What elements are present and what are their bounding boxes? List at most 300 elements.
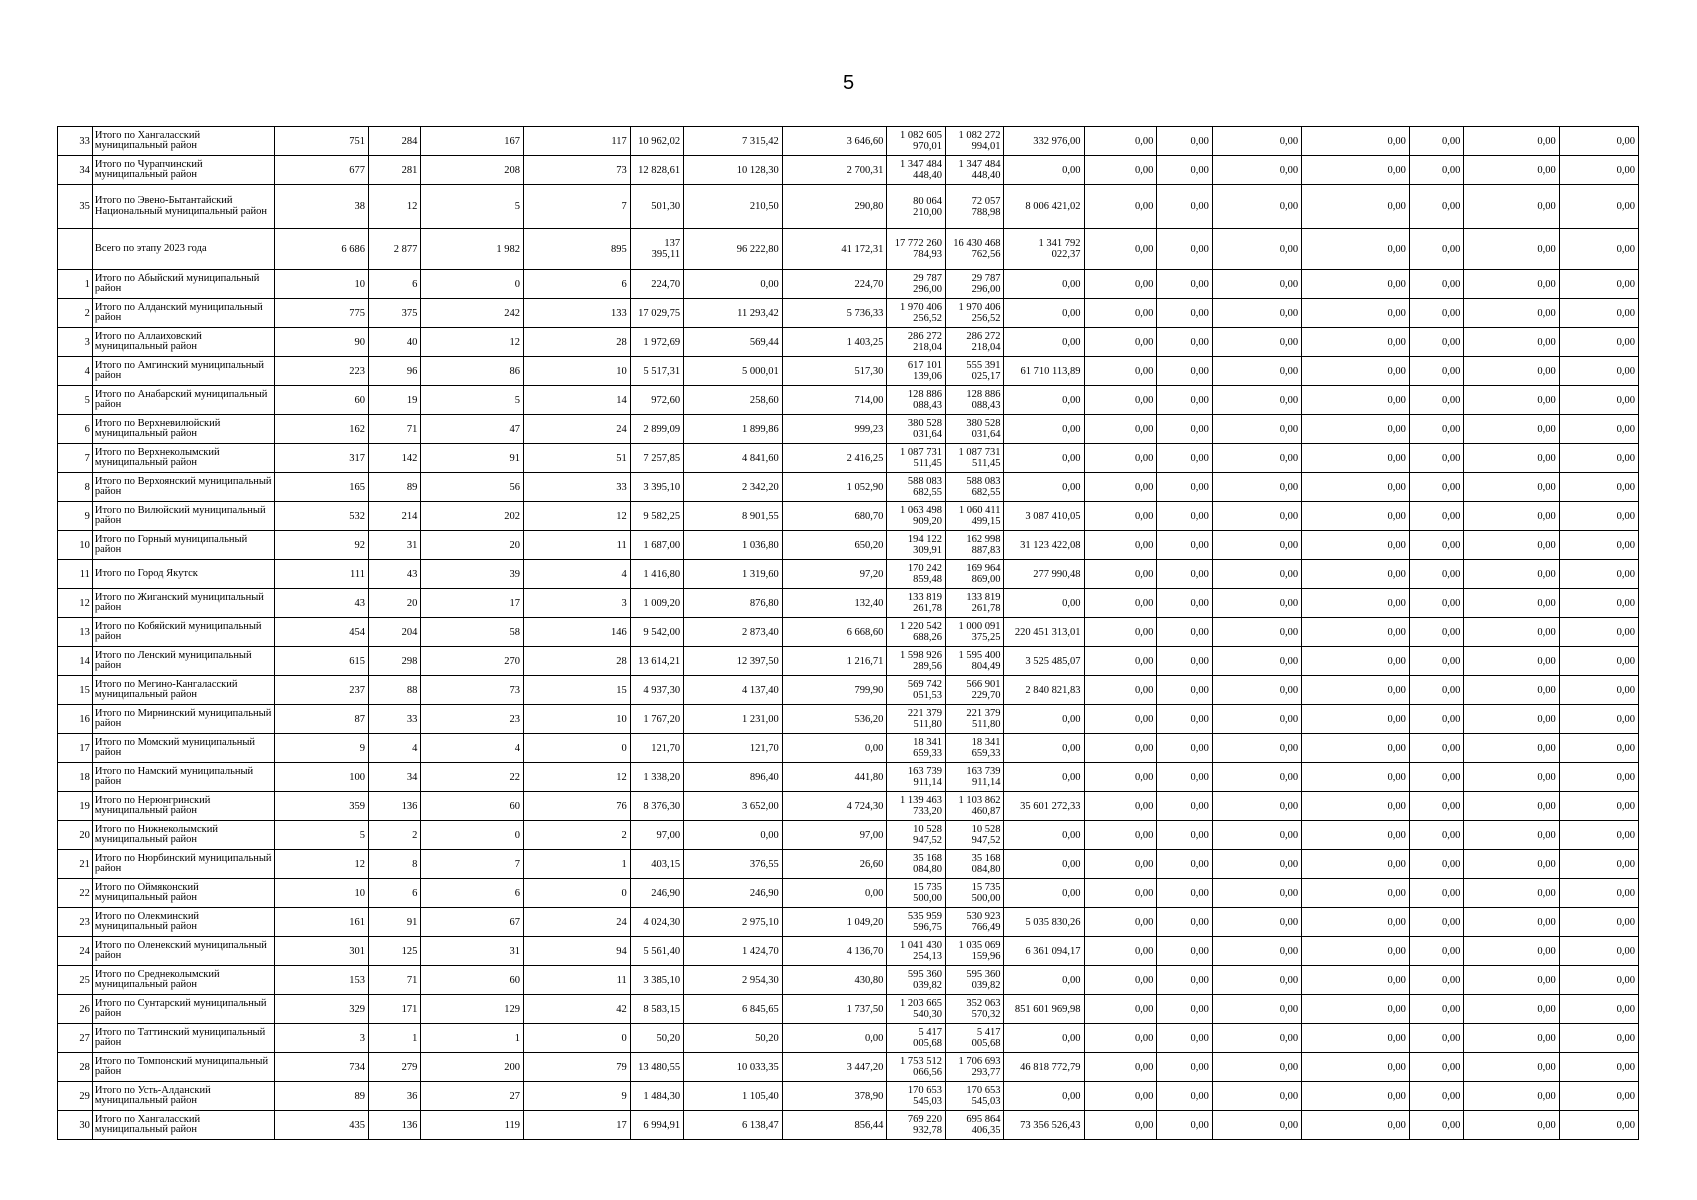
value-cell: 0,00 — [1157, 386, 1212, 415]
value-cell: 0,00 — [1302, 444, 1410, 473]
row-number-cell: 13 — [58, 618, 93, 647]
table-row — [58, 647, 1639, 676]
value-cell: 0 — [524, 1024, 631, 1053]
value-cell: 60 — [421, 792, 524, 821]
value-cell: 0 — [524, 734, 631, 763]
district-name-cell: Итого по Хангаласский муниципальный район — [92, 1111, 274, 1140]
value-cell: 0,00 — [1084, 531, 1157, 560]
value-cell: 1 767,20 — [630, 705, 683, 734]
value-cell: 0,00 — [1559, 879, 1638, 908]
value-cell: 2 873,40 — [684, 618, 783, 647]
value-cell: 332 976,00 — [1004, 127, 1084, 156]
value-cell: 61 710 113,89 — [1004, 357, 1084, 386]
value-cell: 1 737,50 — [782, 995, 887, 1024]
value-cell: 1 347 484 448,40 — [945, 156, 1004, 185]
table-row — [58, 792, 1639, 821]
value-cell: 6 668,60 — [782, 618, 887, 647]
value-cell: 0,00 — [684, 270, 783, 299]
value-cell: 0,00 — [1212, 995, 1301, 1024]
value-cell: 34 — [369, 763, 421, 792]
value-cell: 0,00 — [1084, 850, 1157, 879]
value-cell: 51 — [524, 444, 631, 473]
value-cell: 999,23 — [782, 415, 887, 444]
value-cell: 4 — [524, 560, 631, 589]
value-cell: 0,00 — [1084, 763, 1157, 792]
row-number-cell: 23 — [58, 908, 93, 937]
value-cell: 3 385,10 — [630, 966, 683, 995]
value-cell: 170 653 545,03 — [945, 1082, 1004, 1111]
value-cell: 0,00 — [1004, 1082, 1084, 1111]
value-cell: 0,00 — [1409, 821, 1463, 850]
value-cell: 0,00 — [1302, 127, 1410, 156]
value-cell: 56 — [421, 473, 524, 502]
value-cell: 0,00 — [1157, 531, 1212, 560]
value-cell: 15 — [524, 676, 631, 705]
value-cell: 1 416,80 — [630, 560, 683, 589]
value-cell: 0,00 — [1464, 127, 1559, 156]
value-cell: 0,00 — [1157, 299, 1212, 328]
table-row — [58, 127, 1639, 156]
district-name-cell: Итого по Город Якутск — [92, 560, 274, 589]
value-cell: 277 990,48 — [1004, 560, 1084, 589]
value-cell: 80 064 210,00 — [887, 185, 946, 229]
value-cell: 5 417 005,68 — [887, 1024, 946, 1053]
value-cell: 0,00 — [1464, 415, 1559, 444]
value-cell: 2 342,20 — [684, 473, 783, 502]
value-cell: 375 — [369, 299, 421, 328]
value-cell: 856,44 — [782, 1111, 887, 1140]
value-cell: 0,00 — [1212, 850, 1301, 879]
value-cell: 0,00 — [1559, 1082, 1638, 1111]
value-cell: 0,00 — [1212, 185, 1301, 229]
value-cell: 128 886 088,43 — [945, 386, 1004, 415]
value-cell: 0,00 — [1409, 966, 1463, 995]
row-number-cell: 15 — [58, 676, 93, 705]
value-cell: 0,00 — [1559, 937, 1638, 966]
value-cell: 0,00 — [1084, 357, 1157, 386]
value-cell: 16 430 468 762,56 — [945, 229, 1004, 270]
table-row — [58, 1082, 1639, 1111]
value-cell: 0,00 — [1409, 763, 1463, 792]
district-name-cell: Итого по Момский муниципальный район — [92, 734, 274, 763]
value-cell: 5 736,33 — [782, 299, 887, 328]
value-cell: 851 601 969,98 — [1004, 995, 1084, 1024]
value-cell: 28 — [524, 328, 631, 357]
value-cell: 775 — [274, 299, 368, 328]
value-cell: 329 — [274, 995, 368, 1024]
value-cell: 0,00 — [1212, 415, 1301, 444]
value-cell: 7 257,85 — [630, 444, 683, 473]
value-cell: 91 — [369, 908, 421, 937]
value-cell: 50,20 — [684, 1024, 783, 1053]
page-number: 5 — [842, 72, 855, 94]
value-cell: 223 — [274, 357, 368, 386]
value-cell: 0,00 — [1302, 1082, 1410, 1111]
value-cell: 94 — [524, 937, 631, 966]
value-cell: 0,00 — [1302, 386, 1410, 415]
row-number-cell: 30 — [58, 1111, 93, 1140]
value-cell: 0,00 — [1559, 1111, 1638, 1140]
value-cell: 1 103 862 460,87 — [945, 792, 1004, 821]
value-cell: 0,00 — [1212, 386, 1301, 415]
value-cell: 0,00 — [1559, 1024, 1638, 1053]
value-cell: 0,00 — [1157, 618, 1212, 647]
value-cell: 1 082 272 994,01 — [945, 127, 1004, 156]
value-cell: 588 083 682,55 — [887, 473, 946, 502]
value-cell: 517,30 — [782, 357, 887, 386]
value-cell: 0,00 — [1409, 618, 1463, 647]
row-number-cell: 26 — [58, 995, 93, 1024]
value-cell: 1 598 926 289,56 — [887, 647, 946, 676]
value-cell: 359 — [274, 792, 368, 821]
value-cell: 0,00 — [1212, 328, 1301, 357]
value-cell: 695 864 406,35 — [945, 1111, 1004, 1140]
value-cell: 0,00 — [1084, 908, 1157, 937]
data-table — [57, 126, 1639, 1140]
value-cell: 290,80 — [782, 185, 887, 229]
value-cell: 1 899,86 — [684, 415, 783, 444]
value-cell: 0,00 — [1559, 185, 1638, 229]
value-cell: 0,00 — [1302, 821, 1410, 850]
value-cell: 569 742 051,53 — [887, 676, 946, 705]
value-cell: 0,00 — [1409, 1082, 1463, 1111]
value-cell: 0,00 — [1157, 792, 1212, 821]
value-cell: 29 787 296,00 — [887, 270, 946, 299]
value-cell: 0,00 — [1464, 473, 1559, 502]
row-number-cell: 7 — [58, 444, 93, 473]
value-cell: 1 000 091 375,25 — [945, 618, 1004, 647]
value-cell: 1 982 — [421, 229, 524, 270]
row-number-cell: 4 — [58, 357, 93, 386]
value-cell: 0,00 — [1302, 618, 1410, 647]
value-cell: 380 528 031,64 — [945, 415, 1004, 444]
value-cell: 0,00 — [1084, 676, 1157, 705]
value-cell: 167 — [421, 127, 524, 156]
value-cell: 0,00 — [1212, 966, 1301, 995]
value-cell: 128 886 088,43 — [887, 386, 946, 415]
value-cell: 1 — [369, 1024, 421, 1053]
value-cell: 0,00 — [1302, 995, 1410, 1024]
value-cell: 0,00 — [1084, 127, 1157, 156]
value-cell: 0,00 — [1559, 415, 1638, 444]
value-cell: 0,00 — [1157, 1111, 1212, 1140]
value-cell: 896,40 — [684, 763, 783, 792]
value-cell: 0,00 — [1409, 879, 1463, 908]
value-cell: 972,60 — [630, 386, 683, 415]
value-cell: 1 753 512 066,56 — [887, 1053, 946, 1082]
value-cell: 0,00 — [1084, 156, 1157, 185]
value-cell: 0,00 — [1464, 1053, 1559, 1082]
value-cell: 163 739 911,14 — [945, 763, 1004, 792]
district-name-cell: Итого по Хангаласский муниципальный район — [92, 127, 274, 156]
value-cell: 714,00 — [782, 386, 887, 415]
value-cell: 0,00 — [1157, 156, 1212, 185]
value-cell: 3 525 485,07 — [1004, 647, 1084, 676]
value-cell: 100 — [274, 763, 368, 792]
value-cell: 6 361 094,17 — [1004, 937, 1084, 966]
value-cell: 1 036,80 — [684, 531, 783, 560]
value-cell: 6 845,65 — [684, 995, 783, 1024]
district-name-cell: Итого по Среднеколымский муниципальный район — [92, 966, 274, 995]
value-cell: 0,00 — [1157, 966, 1212, 995]
value-cell: 0,00 — [1302, 734, 1410, 763]
value-cell: 317 — [274, 444, 368, 473]
value-cell: 0,00 — [1084, 444, 1157, 473]
value-cell: 0,00 — [1559, 444, 1638, 473]
value-cell: 0,00 — [1559, 531, 1638, 560]
value-cell: 0,00 — [1084, 328, 1157, 357]
value-cell: 0,00 — [1084, 229, 1157, 270]
value-cell: 9 — [274, 734, 368, 763]
value-cell: 27 — [421, 1082, 524, 1111]
value-cell: 0,00 — [1004, 386, 1084, 415]
district-name-cell: Итого по Эвено-Бытантайский Национальный муниципальный район — [92, 185, 274, 229]
value-cell: 0,00 — [1559, 502, 1638, 531]
value-cell: 246,90 — [630, 879, 683, 908]
value-cell: 1 — [524, 850, 631, 879]
value-cell: 1 220 542 688,26 — [887, 618, 946, 647]
value-cell: 0,00 — [1212, 1053, 1301, 1082]
table-row — [58, 821, 1639, 850]
value-cell: 0,00 — [1302, 705, 1410, 734]
value-cell: 237 — [274, 676, 368, 705]
value-cell: 0,00 — [1559, 821, 1638, 850]
value-cell: 0,00 — [1212, 879, 1301, 908]
table-row — [58, 560, 1639, 589]
value-cell: 3 — [524, 589, 631, 618]
row-number-cell: 24 — [58, 937, 93, 966]
value-cell: 0,00 — [1212, 589, 1301, 618]
value-cell: 0,00 — [1084, 705, 1157, 734]
value-cell: 0,00 — [1559, 328, 1638, 357]
value-cell: 1 041 430 254,13 — [887, 937, 946, 966]
value-cell: 86 — [421, 357, 524, 386]
value-cell: 171 — [369, 995, 421, 1024]
value-cell: 6 — [524, 270, 631, 299]
value-cell: 0,00 — [1084, 1053, 1157, 1082]
value-cell: 0,00 — [1464, 185, 1559, 229]
value-cell: 111 — [274, 560, 368, 589]
value-cell: 0,00 — [1084, 1024, 1157, 1053]
value-cell: 19 — [369, 386, 421, 415]
table-row — [58, 763, 1639, 792]
value-cell: 0,00 — [1559, 229, 1638, 270]
value-cell: 0,00 — [1559, 647, 1638, 676]
value-cell: 76 — [524, 792, 631, 821]
row-number-cell: 5 — [58, 386, 93, 415]
value-cell: 18 341 659,33 — [887, 734, 946, 763]
value-cell: 0,00 — [1084, 299, 1157, 328]
table-row — [58, 531, 1639, 560]
value-cell: 501,30 — [630, 185, 683, 229]
row-number-cell: 10 — [58, 531, 93, 560]
value-cell: 435 — [274, 1111, 368, 1140]
value-cell: 10 — [274, 270, 368, 299]
value-cell: 0,00 — [1004, 328, 1084, 357]
value-cell: 0,00 — [1302, 850, 1410, 879]
value-cell: 0,00 — [1464, 1024, 1559, 1053]
value-cell: 0,00 — [1559, 386, 1638, 415]
table-row — [58, 908, 1639, 937]
value-cell: 133 819 261,78 — [945, 589, 1004, 618]
value-cell: 0,00 — [1157, 1024, 1212, 1053]
value-cell: 200 — [421, 1053, 524, 1082]
value-cell: 12 — [369, 185, 421, 229]
value-cell: 8 006 421,02 — [1004, 185, 1084, 229]
value-cell: 0,00 — [1302, 763, 1410, 792]
district-name-cell: Итого по Верхневилюйский муниципальный район — [92, 415, 274, 444]
district-name-cell: Итого по Оймяконский муниципальный район — [92, 879, 274, 908]
value-cell: 0 — [524, 879, 631, 908]
district-name-cell: Итого по Горный муниципальный район — [92, 531, 274, 560]
value-cell: 132,40 — [782, 589, 887, 618]
value-cell: 0,00 — [1409, 705, 1463, 734]
value-cell: 430,80 — [782, 966, 887, 995]
value-cell: 0,00 — [1084, 185, 1157, 229]
value-cell: 0,00 — [1084, 1111, 1157, 1140]
value-cell: 555 391 025,17 — [945, 357, 1004, 386]
value-cell: 569,44 — [684, 328, 783, 357]
district-name-cell: Итого по Сунтарский муниципальный район — [92, 995, 274, 1024]
value-cell: 96 — [369, 357, 421, 386]
value-cell: 6 — [369, 879, 421, 908]
value-cell: 4 — [369, 734, 421, 763]
value-cell: 121,70 — [684, 734, 783, 763]
value-cell: 79 — [524, 1053, 631, 1082]
value-cell: 125 — [369, 937, 421, 966]
value-cell: 41 172,31 — [782, 229, 887, 270]
value-cell: 0,00 — [1464, 299, 1559, 328]
value-cell: 87 — [274, 705, 368, 734]
value-cell: 10 033,35 — [684, 1053, 783, 1082]
value-cell: 588 083 682,55 — [945, 473, 1004, 502]
value-cell: 6 138,47 — [684, 1111, 783, 1140]
value-cell: 532 — [274, 502, 368, 531]
value-cell: 5 561,40 — [630, 937, 683, 966]
value-cell: 3 — [274, 1024, 368, 1053]
value-cell: 26,60 — [782, 850, 887, 879]
value-cell: 0,00 — [1004, 734, 1084, 763]
value-cell: 3 646,60 — [782, 127, 887, 156]
value-cell: 0,00 — [1157, 937, 1212, 966]
value-cell: 380 528 031,64 — [887, 415, 946, 444]
value-cell: 0,00 — [1212, 763, 1301, 792]
value-cell: 0,00 — [1302, 589, 1410, 618]
value-cell: 13 614,21 — [630, 647, 683, 676]
value-cell: 71 — [369, 966, 421, 995]
value-cell: 530 923 766,49 — [945, 908, 1004, 937]
value-cell: 31 — [421, 937, 524, 966]
value-cell: 12 — [274, 850, 368, 879]
value-cell: 0,00 — [1157, 908, 1212, 937]
value-cell: 224,70 — [782, 270, 887, 299]
value-cell: 40 — [369, 328, 421, 357]
value-cell: 11 — [524, 966, 631, 995]
value-cell: 89 — [369, 473, 421, 502]
district-name-cell: Итого по Ленский муниципальный район — [92, 647, 274, 676]
value-cell: 0,00 — [1464, 850, 1559, 879]
value-cell: 1 082 605 970,01 — [887, 127, 946, 156]
value-cell: 8 — [369, 850, 421, 879]
value-cell: 0,00 — [1559, 127, 1638, 156]
table-row — [58, 357, 1639, 386]
value-cell: 536,20 — [782, 705, 887, 734]
value-cell: 0,00 — [1157, 415, 1212, 444]
district-name-cell: Итого по Жиганский муниципальный район — [92, 589, 274, 618]
value-cell: 0,00 — [1409, 995, 1463, 1024]
value-cell: 0,00 — [1464, 357, 1559, 386]
value-cell: 10 — [524, 357, 631, 386]
value-cell: 0,00 — [1084, 618, 1157, 647]
value-cell: 0,00 — [1464, 792, 1559, 821]
value-cell: 0,00 — [1409, 229, 1463, 270]
value-cell: 20 — [369, 589, 421, 618]
value-cell: 0,00 — [1157, 879, 1212, 908]
value-cell: 0,00 — [1157, 763, 1212, 792]
value-cell: 71 — [369, 415, 421, 444]
table-row — [58, 1111, 1639, 1140]
value-cell: 0,00 — [1157, 502, 1212, 531]
district-name-cell: Итого по Намский муниципальный район — [92, 763, 274, 792]
value-cell: 0,00 — [1004, 473, 1084, 502]
value-cell: 1 319,60 — [684, 560, 783, 589]
value-cell: 1 035 069 159,96 — [945, 937, 1004, 966]
value-cell: 165 — [274, 473, 368, 502]
value-cell: 0,00 — [1409, 299, 1463, 328]
value-cell: 0,00 — [1559, 995, 1638, 1024]
value-cell: 15 735 500,00 — [945, 879, 1004, 908]
value-cell: 0,00 — [1464, 386, 1559, 415]
value-cell: 47 — [421, 415, 524, 444]
value-cell: 0,00 — [1084, 647, 1157, 676]
table-row — [58, 328, 1639, 357]
district-name-cell: Итого по Оленекский муниципальный район — [92, 937, 274, 966]
value-cell: 650,20 — [782, 531, 887, 560]
value-cell: 799,90 — [782, 676, 887, 705]
value-cell: 0,00 — [1464, 229, 1559, 270]
value-cell: 31 123 422,08 — [1004, 531, 1084, 560]
value-cell: 7 — [524, 185, 631, 229]
value-cell: 680,70 — [782, 502, 887, 531]
value-cell: 0,00 — [1157, 270, 1212, 299]
value-cell: 242 — [421, 299, 524, 328]
value-cell: 204 — [369, 618, 421, 647]
value-cell: 1 484,30 — [630, 1082, 683, 1111]
value-cell: 0,00 — [1302, 270, 1410, 299]
value-cell: 0,00 — [1004, 270, 1084, 299]
value-cell: 10 962,02 — [630, 127, 683, 156]
row-number-cell: 14 — [58, 647, 93, 676]
value-cell: 0,00 — [1302, 560, 1410, 589]
value-cell: 1 — [421, 1024, 524, 1053]
value-cell: 0,00 — [1464, 734, 1559, 763]
value-cell: 0,00 — [1409, 185, 1463, 229]
value-cell: 97,20 — [782, 560, 887, 589]
value-cell: 1 347 484 448,40 — [887, 156, 946, 185]
value-cell: 161 — [274, 908, 368, 937]
value-cell: 5 — [274, 821, 368, 850]
value-cell: 58 — [421, 618, 524, 647]
value-cell: 0,00 — [1409, 328, 1463, 357]
value-cell: 0,00 — [1157, 444, 1212, 473]
value-cell: 0,00 — [1212, 792, 1301, 821]
value-cell: 0,00 — [1464, 589, 1559, 618]
value-cell: 0,00 — [1157, 1053, 1212, 1082]
value-cell: 0,00 — [1559, 1053, 1638, 1082]
value-cell: 0,00 — [1464, 966, 1559, 995]
value-cell: 20 — [421, 531, 524, 560]
value-cell: 0,00 — [1212, 531, 1301, 560]
